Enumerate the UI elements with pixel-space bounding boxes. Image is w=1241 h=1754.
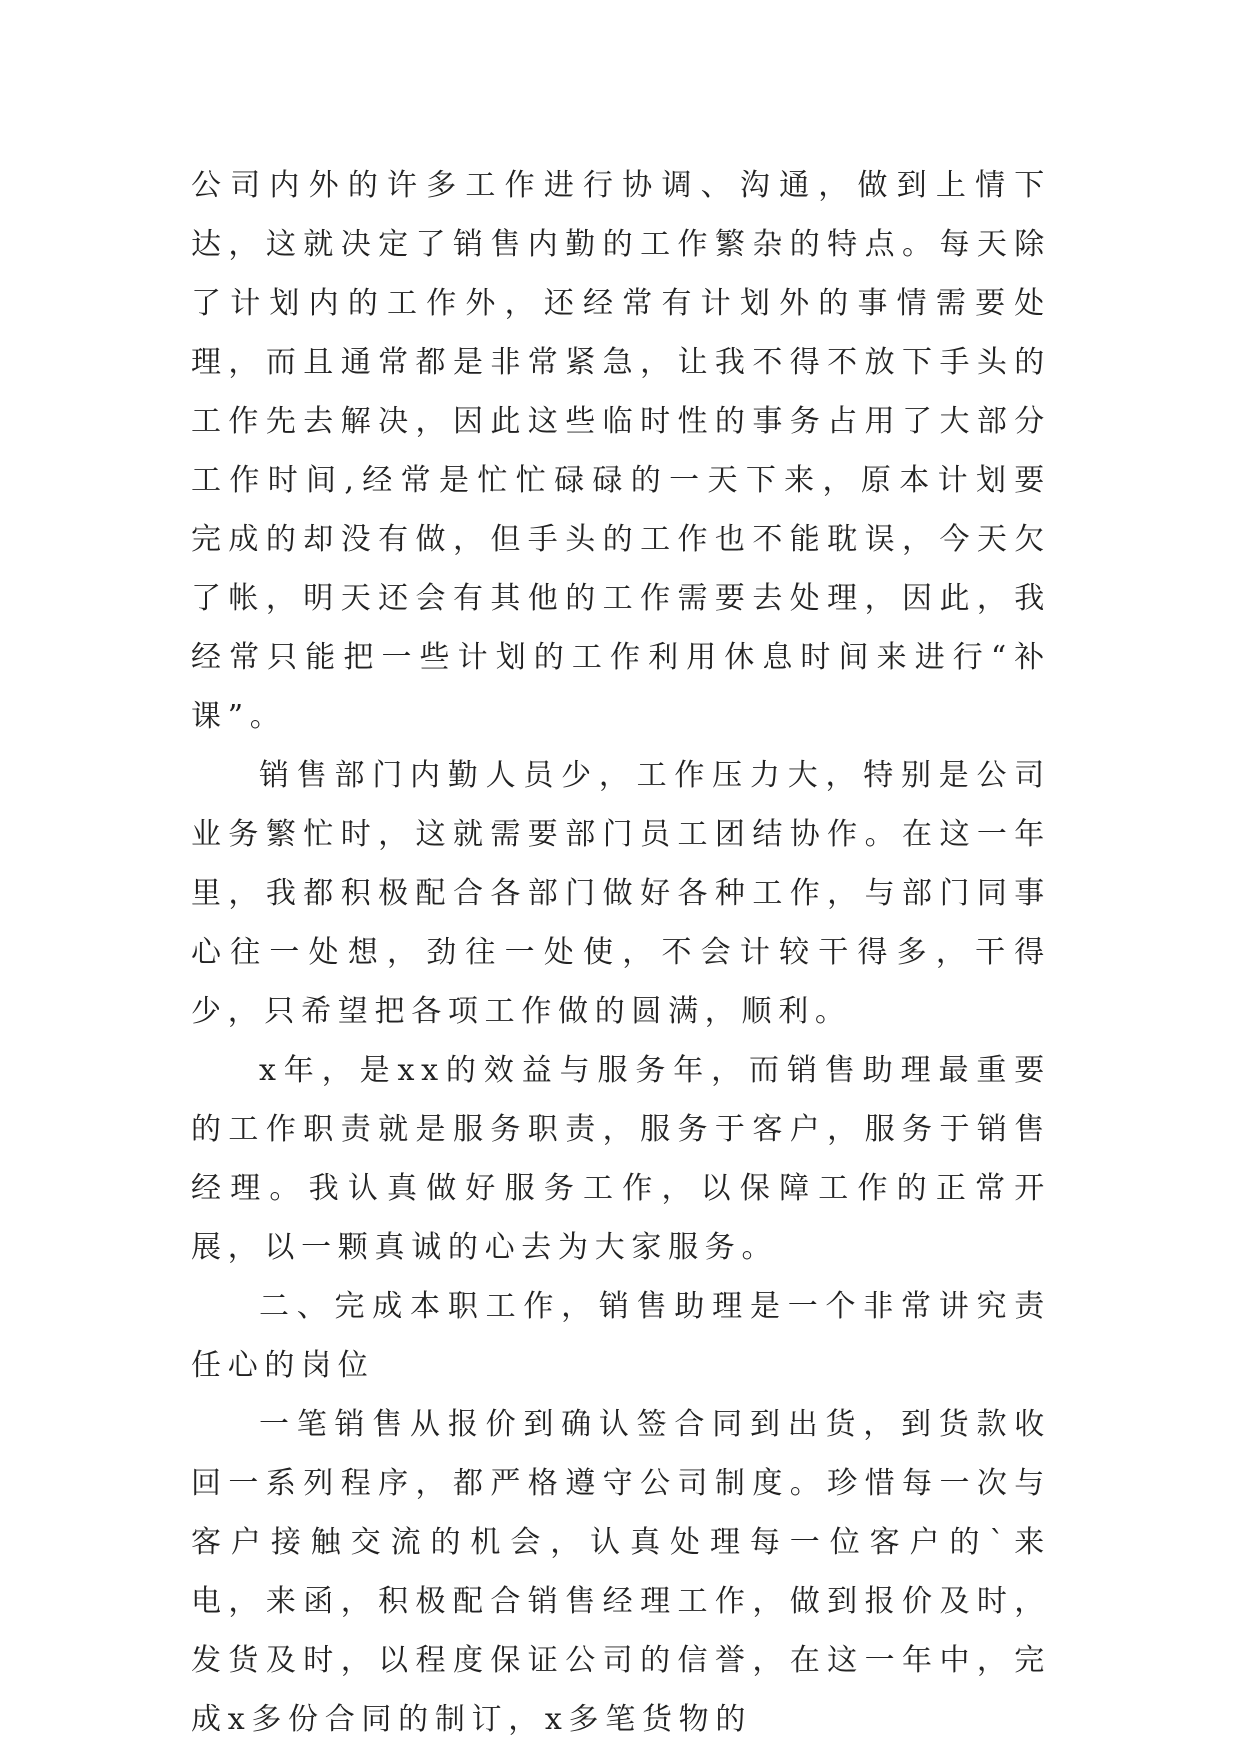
paragraph-1: 公司内外的许多工作进行协调、沟通，做到上情下达，这就决定了销售内勤的工作繁杂的特点。每天除了计划内的工作外，还经常有计划外的事情需要处理，而且通常都是非常紧急，让我不得不放下手头的工作先去解决，因此这些临时性的事务占用了大部分工作时间,经常是忙忙碌碌的一天下来，原本计划要完成的却没有做，但手头的工作也不能耽误，今天欠了帐，明天还会有其他的工作需要去处理，因此，我经常只能把一些计划的工作利用休息时间来进行“补课”。 bbox=[191, 168, 1051, 734]
paragraph-5: 一笔销售从报价到确认签合同到出货，到货款收回一系列程序，都严格遵守公司制度。珍惜每一次与客户接触交流的机会，认真处理每一位客户的`来电，来函，积极配合销售经理工作，做到报价及时，发货及时，以程度保证公司的信誉，在这一年中，完成x多份合同的制订，x多笔货物的 bbox=[191, 1407, 1051, 1737]
document-body bbox=[191, 156, 1051, 1749]
paragraph-2: 销售部门内勤人员少，工作压力大，特别是公司业务繁忙时，这就需要部门员工团结协作。在这一年里，我都积极配合各部门做好各种工作，与部门同事心往一处想，劲往一处使，不会计较干得多，干得少，只希望把各项工作做的圆满，顺利。 bbox=[191, 758, 1051, 1029]
paragraph-3: x年，是xx的效益与服务年，而销售助理最重要的工作职责就是服务职责，服务于客户，服务于销售经理。我认真做好服务工作，以保障工作的正常开展，以一颗真诚的心去为大家服务。 bbox=[191, 1053, 1051, 1265]
section-heading-2: 二、完成本职工作，销售助理是一个非常讲究责任心的岗位 bbox=[191, 1289, 1051, 1383]
